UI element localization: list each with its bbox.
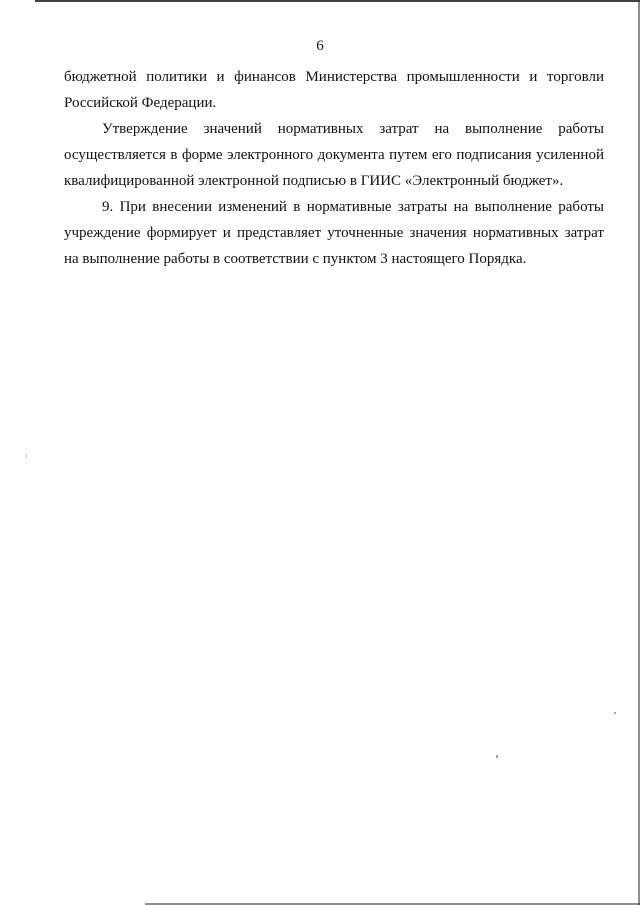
paragraph-line: осуществляется в форме электронного документа путем его подписания усиленной — [64, 147, 604, 163]
paragraph-line: Российской Федерации. — [64, 95, 217, 111]
scan-edge-top — [35, 0, 640, 2]
scan-speck — [496, 755, 498, 758]
page-number: 6 — [316, 38, 324, 54]
scan-speck — [26, 455, 27, 457]
paragraph-line: бюджетной политики и финансов Министерства промышленности и торговли — [64, 69, 604, 85]
paragraph-line: квалифицированной электронной подписью в ГИИС «Электронный бюджет». — [64, 173, 564, 189]
document-body — [64, 64, 604, 272]
paragraph-3 — [64, 194, 604, 272]
scan-speck — [614, 712, 616, 714]
paragraph-line: Утверждение значений нормативных затрат на выполнение работы — [102, 121, 604, 137]
paragraph-2 — [64, 116, 604, 194]
paragraph-1 — [64, 64, 604, 116]
paragraph-line: на выполнение работы в соответствии с пунктом 3 настоящего Порядка. — [64, 251, 527, 267]
paragraph-line: учреждение формирует и представляет уточненные значения нормативных затрат — [64, 225, 604, 241]
paragraph-line: 9. При внесении изменений в нормативные затраты на выполнение работы — [102, 199, 604, 215]
